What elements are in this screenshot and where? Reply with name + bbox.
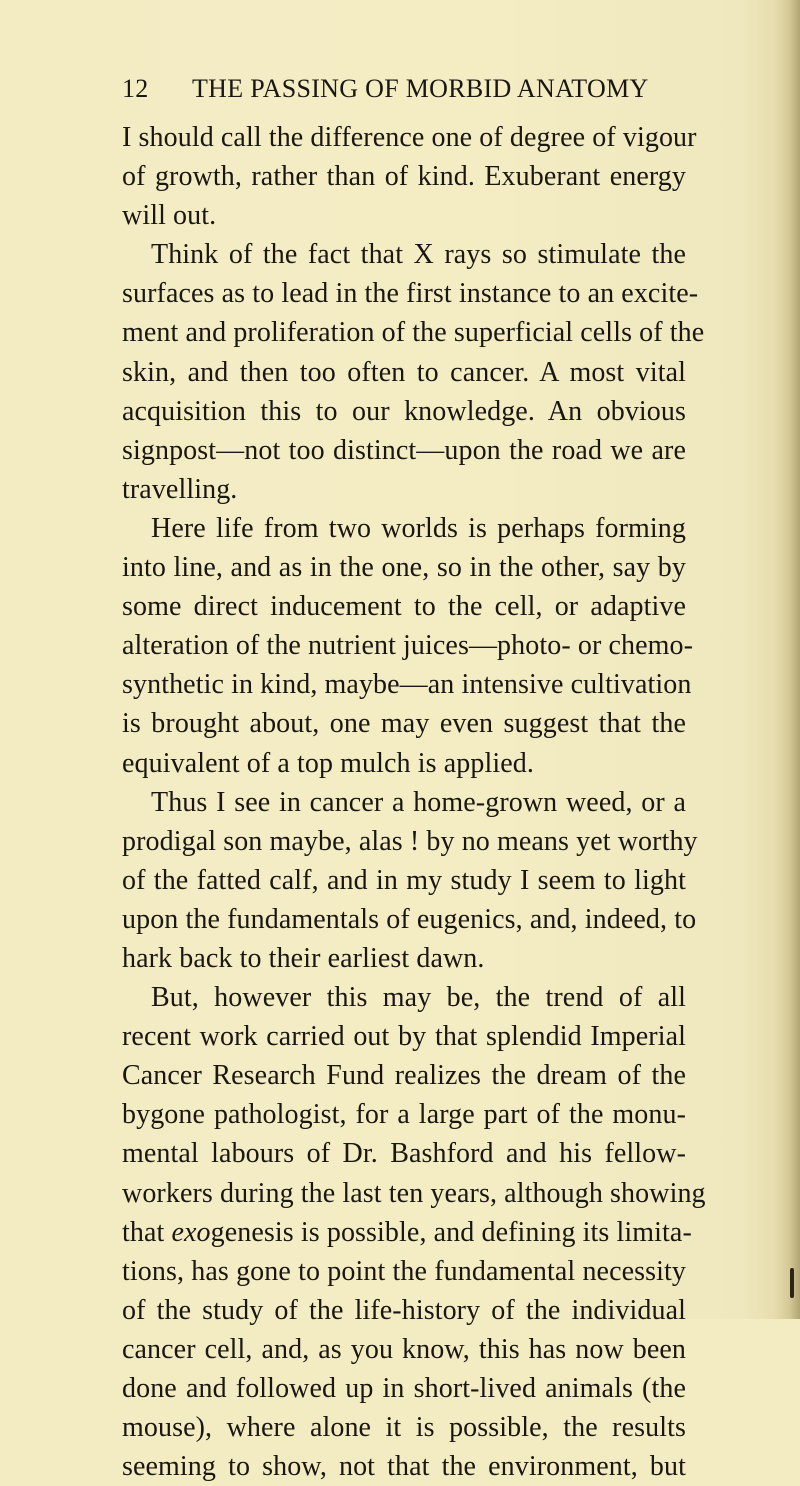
text-line: is brought about, one may even suggest that the: [122, 708, 686, 740]
text-line: some direct inducement to the cell, or adaptive: [122, 591, 686, 623]
text-line: mental labours of Dr. Bashford and his fellow-: [122, 1138, 686, 1170]
text-line: acquisition this to our knowledge. An obvious: [122, 395, 686, 427]
text-line: travelling.: [122, 473, 238, 505]
text-line: will out.: [122, 200, 217, 232]
text-line: done and followed up in short-lived animals (the: [122, 1373, 686, 1404]
text-line: upon the fundamentals of eugenics, and, indeed, to: [122, 903, 697, 935]
page-edge-shadow: [774, 0, 800, 1319]
text-line: alteration of the nutrient juices—photo- or chemo-: [122, 630, 694, 662]
body-text: [122, 118, 706, 1486]
text-line: mouse), where alone it is possible, the results: [122, 1412, 686, 1444]
text-line: of the fatted calf, and in my study I seem to light: [122, 864, 686, 896]
text-line: hark back to their earliest dawn.: [122, 942, 485, 974]
text-line: signpost—not too distinct—upon the road we are: [122, 434, 686, 466]
text-line: Here life from two worlds is perhaps forming: [151, 512, 686, 544]
text-line: equivalent of a top mulch is applied.: [122, 747, 534, 779]
text-line: bygone pathologist, for a large part of the monu-: [122, 1099, 686, 1131]
text-line: of the study of the life-history of the individual: [122, 1294, 686, 1326]
text-line: But, however this may be, the trend of all: [151, 982, 686, 1014]
text-line: skin, and then too often to cancer. A most vital: [122, 356, 686, 388]
page-number: 12: [122, 74, 149, 103]
text-line: that exogenesis is possible, and defining its limita-: [122, 1216, 692, 1248]
text-line: prodigal son maybe, alas ! by no means yet worthy: [122, 825, 698, 857]
running-head: [122, 74, 682, 114]
text-line: of growth, rather than of kind. Exuberant energy: [122, 161, 686, 193]
text-line: Cancer Research Fund realizes the dream of the: [122, 1060, 686, 1092]
text-line: surfaces as to lead in the first instance to an excite-: [122, 278, 699, 310]
text-line: Thus I see in cancer a home-grown weed, or a: [151, 786, 686, 818]
text-line: ment and proliferation of the superficial cells of the: [122, 317, 705, 349]
text-line: Think of the fact that X rays so stimulate the: [151, 239, 686, 271]
text-line: into line, and as in the one, so in the other, say by: [122, 552, 686, 584]
text-line: synthetic in kind, maybe—an intensive cultivation: [122, 669, 692, 701]
page-edge-mark: [790, 1268, 794, 1298]
text-line: tions, has gone to point the fundamental necessity: [122, 1255, 686, 1287]
text-line: workers during the last ten years, although showing: [122, 1177, 706, 1209]
text-line: recent work carried out by that splendid Imperial: [122, 1021, 686, 1053]
text-line: seeming to show, not that the environment, but: [122, 1451, 686, 1483]
text-line: cancer cell, and, as you know, this has now been: [122, 1333, 686, 1365]
text-line: I should call the difference one of degree of vigour: [122, 122, 697, 153]
running-title: THE PASSING OF MORBID ANATOMY: [192, 74, 649, 103]
